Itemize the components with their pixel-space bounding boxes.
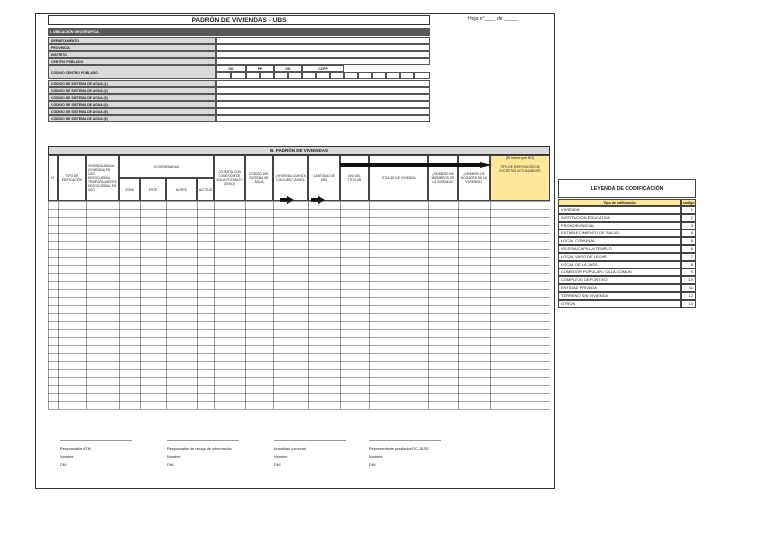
col-disposicion-excretas: TIPO DE DISPOSICIÓN DE EXCRETAS ACTUALMENTE [490, 155, 550, 201]
water-system-input-4[interactable] [216, 101, 430, 108]
code-header-0: DD [216, 65, 246, 72]
signature-name: Nombre [369, 455, 383, 459]
note-si-marco-no: (Si marcó que NO) [505, 156, 535, 160]
geo-label-0: DEPARTAMENTO [48, 37, 216, 44]
water-system-label-3: CÓDIGO DE SISTEMA DE AGUA (3) [48, 94, 216, 101]
legend-col-codigo: código [682, 201, 695, 205]
signature-dni: DNI [274, 463, 281, 467]
geo-input-1[interactable] [216, 44, 430, 51]
section-a-title: I. UBICACIÓN GEOGRÁFICA [48, 28, 430, 36]
legend-item-label: LOCAL VASO DE LECHE [558, 253, 681, 261]
code-box[interactable] [288, 72, 302, 79]
signature-dni: DNI [369, 463, 376, 467]
col-coordenadas: COORDENADAS [119, 155, 214, 178]
code-box[interactable] [358, 72, 372, 79]
signature-role: Representante prestador/OC-JASS [369, 447, 429, 451]
signature-line [274, 440, 346, 441]
col-dni-titular: DNI DEL TITULAR [340, 155, 369, 201]
legend-item-label: IGLESIA/CAPILLA/TEMPLO [558, 245, 681, 253]
code-box[interactable] [344, 72, 358, 79]
signature-role: Responsable ATM [60, 447, 91, 451]
legend-item-label: INSTITUCIÓN EDUCATIVA [558, 214, 681, 222]
col-vivienda: VIVIENDA ABIGAL (VIVIENDA) EN USO, DESOCUPADA, TEMPORALMENTE DESOCUPADA, EN USO [86, 155, 119, 201]
code-box[interactable] [330, 72, 344, 79]
col-zona: ZONA [119, 178, 140, 201]
col-norte: NORTE [166, 178, 197, 201]
signature-name: Nombre [274, 455, 288, 459]
legend-item-code: 12 [681, 292, 696, 300]
legend-item-code: 13 [681, 300, 696, 308]
code-box[interactable] [414, 72, 430, 79]
signature-role: Autoridad comunal [274, 447, 306, 451]
geo-input-2[interactable] [216, 51, 430, 58]
legend-item-code: 9 [681, 268, 696, 276]
legend-col-tipo: Tipo de edificación [558, 199, 681, 206]
legend-item-label: OTROS [558, 300, 681, 308]
code-box[interactable] [260, 72, 274, 79]
code-box[interactable] [302, 72, 316, 79]
legend-item-code: 1 [681, 206, 696, 214]
signature-role: Responsable de recojo de información [167, 447, 232, 451]
water-system-label-1: CÓDIGO DE SISTEMA DE AGUA (1) [48, 80, 216, 87]
legend-item-code: 2 [681, 214, 696, 222]
section-b-title: B. PADRÓN DE VIVIENDAS [48, 146, 550, 155]
legend-item-code: 11 [681, 284, 696, 292]
data-grid[interactable] [48, 201, 550, 411]
skip-arrow-icon [340, 155, 490, 161]
water-system-label-2: CÓDIGO DE SISTEMA DE AGUA (2) [48, 87, 216, 94]
code-box[interactable] [400, 72, 414, 79]
legend-item-code: 7 [681, 253, 696, 261]
geo-label-2: DISTRITO [48, 51, 216, 58]
water-system-input-5[interactable] [216, 108, 430, 115]
legend-title: LEYENDA DE CODIFICACIÓN [558, 179, 696, 198]
signature-name: Nombre [60, 455, 74, 459]
legend-item-label: ENTIDAD PRIVADA [558, 284, 681, 292]
col-conexion-agua: ¿CUENTA CON CONEXIÓN DE AGUA POTABLE? (SI/NO) [214, 155, 245, 201]
water-system-input-6[interactable] [216, 115, 430, 122]
legend-item-label: ESTABLECIMIENTO DE SALUD [558, 229, 681, 237]
code-box[interactable] [246, 72, 260, 79]
code-label: CÓDIGO CENTRO POBLADO [48, 65, 216, 79]
signature-dni: DNI [167, 463, 174, 467]
water-system-input-1[interactable] [216, 80, 430, 87]
geo-label-1: PROVINCIA [48, 44, 216, 51]
code-header-3: CCPP [302, 65, 344, 72]
legend-item-label: COMEDOR POPULAR / OLLA COMUN [558, 268, 681, 276]
code-box[interactable] [386, 72, 400, 79]
code-box[interactable] [274, 72, 288, 79]
water-system-label-6: CÓDIGO DE SISTEMA DE AGUA (6) [48, 115, 216, 122]
page-counter: Hoja n°____ de _____ [468, 16, 518, 22]
geo-input-3[interactable] [216, 58, 430, 65]
arrow-right-icon [280, 191, 294, 199]
legend-item-code: 10 [681, 276, 696, 284]
legend-item-label: LOCAL COMUNAL [558, 237, 681, 245]
legend-item-label: PRONOEI/INICIAL [558, 222, 681, 230]
geo-label-3: CENTRO POBLADO [48, 58, 216, 65]
water-system-input-3[interactable] [216, 94, 430, 101]
signature-dni: DNI [60, 463, 67, 467]
col-tipo-edificacion: TIPO DE EDIFICACIÓN [58, 155, 86, 201]
code-box[interactable] [316, 72, 330, 79]
col-cuenta-ubs: ¿VIVIENDA CUENTA CON UBS? (SI/NO) [273, 155, 308, 201]
code-box[interactable] [231, 72, 246, 79]
col-cantidad-ubs: CANTIDAD DE UBS [308, 155, 340, 201]
legend-item-code: 4 [681, 229, 696, 237]
arrow-right-icon [311, 191, 325, 199]
code-box[interactable] [372, 72, 386, 79]
form-title: PADRÓN DE VIVIENDAS - UBS [48, 15, 430, 25]
water-system-label-4: CÓDIGO DE SISTEMA DE AGUA (4) [48, 101, 216, 108]
col-hogares: ¿NÚMERO DE HOGARES DE LA VIVIENDA? [458, 155, 490, 201]
col-n: N° [48, 155, 58, 201]
legend-item-code: 8 [681, 261, 696, 269]
legend-item-label: TERRENO SIN VIVIENDA [558, 292, 681, 300]
code-box[interactable] [216, 72, 231, 79]
legend-item-label: VIVIENDA [558, 206, 681, 214]
water-system-label-5: CÓDIGO DE SISTEMA DE AGUA (5) [48, 108, 216, 115]
col-codigo-sistema: CÓDIGO DEL SISTEMA DE AGUA [245, 155, 273, 201]
col-este: ESTE [140, 178, 166, 201]
signature-line [369, 440, 441, 441]
legend-item-code: 3 [681, 222, 696, 230]
signature-line [60, 440, 132, 441]
code-header-2: DD [274, 65, 302, 72]
geo-input-0[interactable] [216, 37, 430, 44]
legend-item-code: 5 [681, 237, 696, 245]
legend-item-code: 6 [681, 245, 696, 253]
signature-name: Nombre [167, 455, 181, 459]
col-titular: TITULAR DE VIVIENDA [369, 155, 428, 201]
signature-line [167, 440, 239, 441]
col-altitud: ALTITUD [197, 178, 214, 201]
legend-item-label: LOCAL DE LA JASS [558, 261, 681, 269]
col-miembros: ¿NÚMERO DE MIEMBROS DE LA VIVIENDA? [428, 155, 458, 201]
water-system-input-2[interactable] [216, 87, 430, 94]
legend-item-label: COMPLEJO DEPORTIVO [558, 276, 681, 284]
code-header-1: PP [246, 65, 274, 72]
